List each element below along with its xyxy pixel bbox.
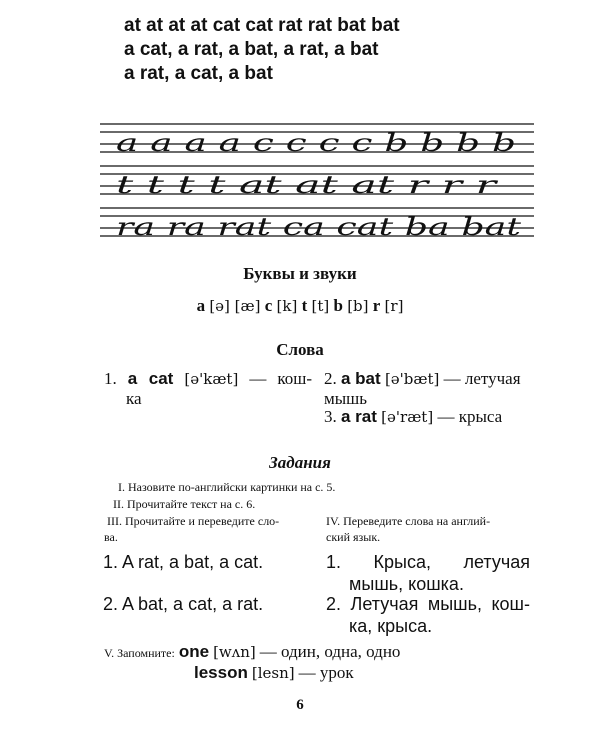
task-item: III. Прочитайте и переведите сло- [107, 514, 280, 528]
letter: b [333, 296, 343, 315]
letters-title: Буквы и звуки [243, 264, 357, 283]
task-item: I. Назовите по-английски картинки на с. 5. [118, 480, 336, 494]
ipa: [ə] [æ] [209, 297, 261, 315]
cursive-practice-panel [100, 114, 534, 246]
exercise-line: мышь, кошка. [349, 574, 464, 594]
task-item: IV. Переведите слова на англий- [326, 514, 491, 528]
word-entry: 3. a rat [ə'ræt] — крыса [324, 407, 503, 426]
ipa: [k] [276, 297, 298, 315]
letter: t [301, 296, 308, 315]
practice-lines [124, 14, 400, 86]
words-title: Слова [276, 340, 324, 359]
letter: r [372, 296, 381, 315]
cursive-row: ra ra rat ca cat ba bat [116, 213, 522, 241]
exercise-line: 2. Летучая мышь, кош- [326, 594, 530, 614]
exercise-line: 1. A rat, a bat, a cat. [103, 552, 264, 572]
task-item: ский язык. [326, 530, 381, 544]
page-number: 6 [296, 697, 304, 713]
tasks-title: Задания [269, 453, 331, 472]
ipa: [t] [311, 297, 330, 315]
practice-line: at at at at cat cat rat rat bat bat [124, 15, 400, 36]
exercise-line: 2. A bat, a cat, a rat. [103, 594, 264, 614]
exercise-line: ка, крыса. [349, 616, 433, 636]
ipa: [r] [384, 297, 404, 315]
word-entry: 2. a bat [ə'bæt] — летучая мышь [324, 369, 521, 408]
exercise-line: 1. Крыса, летучая [326, 552, 530, 572]
letter: c [264, 296, 273, 315]
task-item: II. Прочитайте текст на с. 6. [113, 497, 256, 511]
cursive-row: a a a a c c c c b b b b [116, 129, 516, 157]
cursive-row: t t t t at at at r r r [116, 171, 499, 199]
remember-line: lesson [lesn] — урок [194, 663, 354, 682]
word-entry: 1. a cat [ə'kæt] — кош- ка [104, 369, 313, 408]
task-item: ва. [104, 530, 118, 544]
letter: a [196, 296, 206, 315]
practice-line: a rat, a cat, a bat [124, 63, 273, 84]
remember-line: V. Запомните: one [wʌn] — один, одна, одно [104, 642, 401, 661]
ipa: [b] [347, 297, 369, 315]
practice-line: a cat, a rat, a bat, a rat, a bat [124, 39, 379, 60]
cursive-text [116, 129, 522, 241]
sounds-line [0, 296, 600, 316]
